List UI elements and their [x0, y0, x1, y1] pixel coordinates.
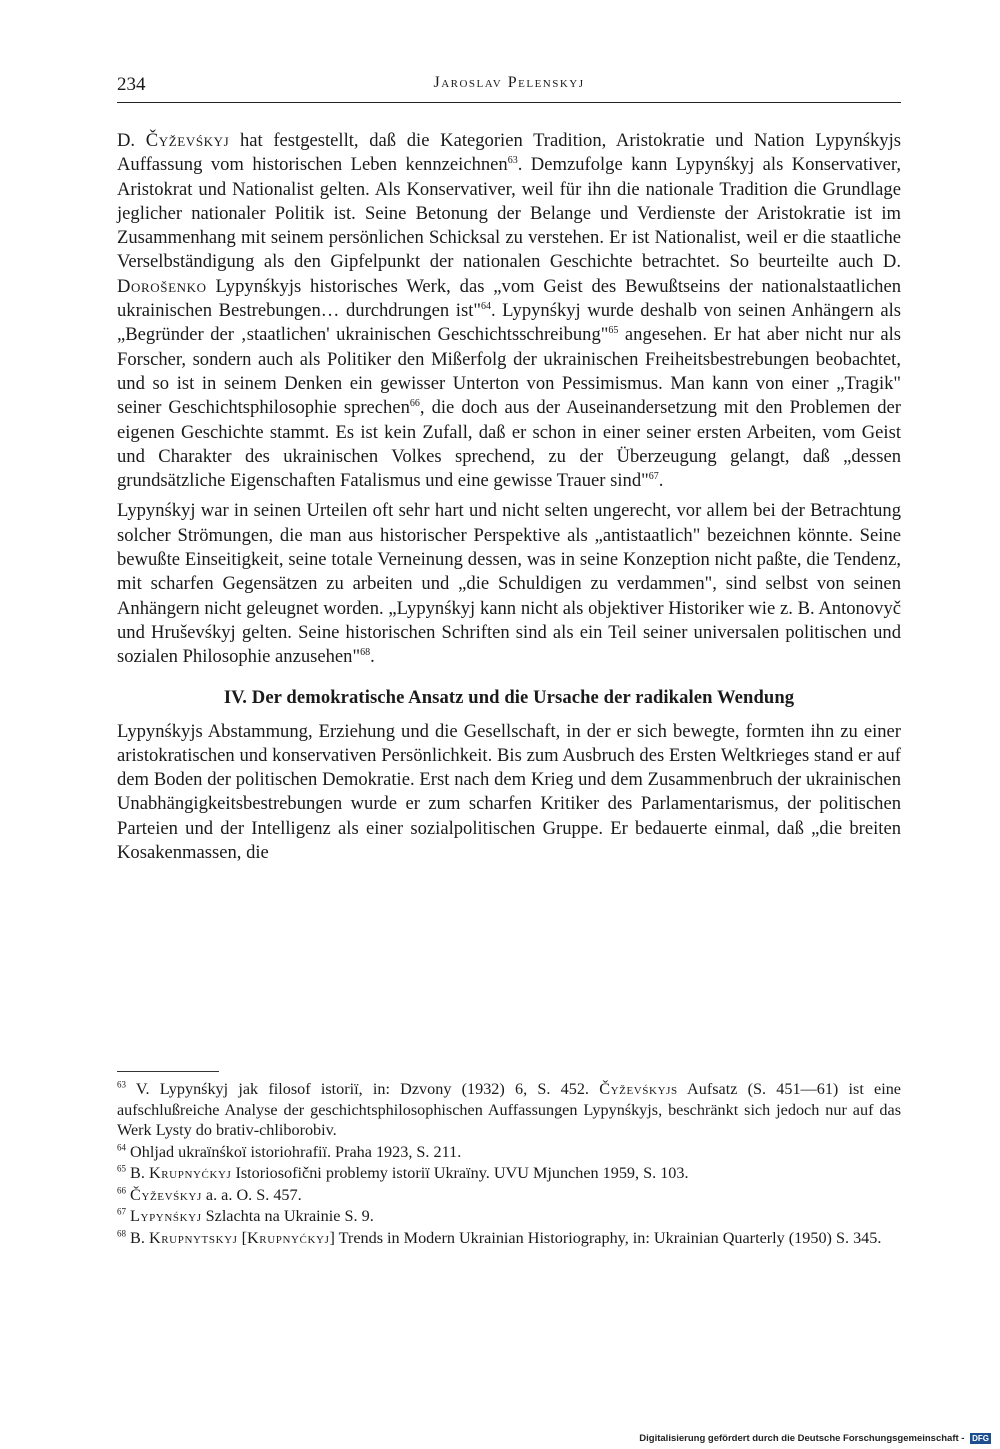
- author-name: Krupnyćkyj: [246, 1228, 330, 1247]
- text-run: hat festgestellt, daß die Kategorien Tradition, Aristokratie und Nation Lypynśkyjs Auffassung vom historischen Leben kennzeichnen: [117, 130, 901, 176]
- running-head: Jaroslav Pelenskyj: [433, 74, 585, 91]
- author-name: Dorošenko: [117, 275, 207, 297]
- footnote-marker: 66: [409, 398, 420, 410]
- text-run: ] Trends in Modern Ukrainian Historiography, in: Ukrainian Quarterly (1950) S. 345.: [329, 1228, 882, 1247]
- digitization-credit: [639, 1433, 991, 1444]
- text-run: a. a. O. S. 457.: [201, 1185, 302, 1204]
- text-run: , die doch aus der Auseinandersetzung mit den Problemen der eigenen Geschichte stammt. Es ist kein Zufall, daß er schon in einer seiner ersten Arbeiten, vom Geist und Charakter des ukrainischen Volkes sprechend, zu der Überzeugung gelangt, daß „dessen grundsätzliche Eigenschaften Fatalismus und eine gewisse Trauer sind": [117, 397, 901, 492]
- page-number: 234: [117, 74, 146, 95]
- author-name: Čyževśkyj: [130, 1185, 202, 1204]
- header-rule: [117, 102, 901, 103]
- paragraph-2: [117, 499, 901, 669]
- text-run: Ohljad ukraïnśkoï istoriohrafiï. Praha 1923, S. 211.: [126, 1142, 462, 1161]
- footnote-marker: 64: [117, 1142, 126, 1153]
- text-run: angesehen. Er hat aber nicht nur als Forscher, sondern auch als Politiker den Mißerfolg der ukrainischen Freiheitsbestrebungen beobachtet, und so ist in seinem Denken ein gewisser Unterton von Pessimismus. Man kann von einer „Tragik" seiner Geschichtsphilosophie sprechen: [117, 324, 901, 419]
- footnote-marker: 68: [360, 647, 371, 659]
- footnote-marker: 65: [608, 325, 619, 337]
- text-run: .: [370, 646, 375, 668]
- footnotes: [117, 1079, 901, 1249]
- footnote-marker: 67: [117, 1206, 126, 1217]
- footnote-68: [117, 1228, 901, 1249]
- section-heading: IV. Der demokratische Ansatz und die Ursache der radikalen Wendung: [223, 686, 795, 708]
- text-run: . Demzufolge kann Lypynśkyj als Konservativer, Aristokrat und Nationalist gelten. Als Konservativer, weil für ihn die nationale Tradition die Grundlage jeglicher nationaler Politik ist. Seine Betonung der Belange und Verdienste der Aristokratie ist im Zusammenhang mit seinem persönlichen Schicksal zu verstehen. Er ist Nationalist, weil er die staatliche Verselbständigung als den Gipfelpunkt der nationalen Geschichte betrachtet. So beurteilte auch D.: [117, 154, 901, 273]
- text-run: Lypynśkyjs historisches Werk, das „vom Geist des Bewußtseins der nationalstaatlichen ukrainischen Bestrebungen… durchdrungen ist": [117, 275, 901, 322]
- body-text: [117, 129, 901, 865]
- author-name: Lypynśkyj: [130, 1207, 202, 1225]
- footnote-marker: 67: [648, 470, 659, 482]
- footnote-63: [117, 1079, 901, 1141]
- footnote-marker: 68: [117, 1228, 126, 1239]
- text-run: Istoriosofični problemy istoriï Ukraïny. UVU Mjunchen 1959, S. 103.: [231, 1164, 689, 1182]
- footnote-marker: 63: [117, 1079, 126, 1090]
- text-run: D.: [117, 130, 146, 151]
- paragraph-3: Lypynśkyjs Abstammung, Erziehung und die Gesellschaft, in der er sich bewegte, formten ihn zu einer aristokratischen und konservativen Persönlichkeit. Bis zum Ausbruch des Ersten Weltkrieges stand er auf dem Boden der politischen Demokratie. Erst nach dem Krieg und dem Zusammenbruch der ukrainischen Unabhängigkeitsbestrebungen wurde er zum scharfen Kritiker des Parlamentarismus, der politischen Parteien und der Intelligenz als einer sozialpolitischen Gruppe. Er bedauerte einmal, daß „die breiten Kosakenmassen, die: [117, 720, 901, 864]
- text-run: . Lypynśkyj wurde deshalb von seinen Anhängern als „Begründer der ‚staatlichen' ukrainischen Geschichtsschreibung": [117, 300, 901, 346]
- dfg-logo: DFG: [972, 1434, 989, 1443]
- footnote-marker: 64: [480, 300, 491, 312]
- text-run: Szlachta na Ukrainie S. 9.: [201, 1207, 374, 1225]
- text-run: V. Lypynśkyj jak filosof istoriï, in: Dzvony (1932) 6, S. 452.: [126, 1080, 600, 1098]
- footnote-64: [117, 1142, 901, 1163]
- author-name: Čyževśkyjs: [599, 1080, 678, 1098]
- author-name: Krupnyćkyj: [148, 1164, 232, 1182]
- author-name: Krupnytskyj: [148, 1228, 238, 1247]
- text-run: [: [237, 1228, 247, 1247]
- text-run: .: [658, 470, 664, 492]
- footnote-67: [117, 1206, 901, 1227]
- footnote-marker: 63: [507, 155, 518, 167]
- text-run: Aufsatz (S. 451—61) ist eine aufschlußreiche Analyse der geschichtsphilosophischen Auffassungen Lypynśkyjs, beschränkt sich jedoch nur auf das Werk Lysty do brativ-chliborobiv.: [117, 1080, 901, 1139]
- footnote-65: [117, 1163, 901, 1184]
- text-run: Lypynśkyj war in seinen Urteilen oft sehr hart und nicht selten ungerecht, vor allem bei der Betrachtung solcher Strömungen, die man aus historischer Perspektive als „antistaatlich" bezeichnen könnte. Seine bewußte Einseitigkeit, seine totale Verneinung dessen, was in seine Konzeption nicht paßte, die Tendenz, mit scharfen Gegensätzen zu arbeiten und „die Schuldigen zu verdammen", sind selbst von seinen Anhängern nicht geleugnet worden. „Lypynśkyj kann nicht als objektiver Historiker wie z. B. Antonovyč und Hruševśkyj gelten. Seine historischen Schriften sind als ein Teil seiner universalen politischen und sozialen Philosophie anzusehen": [117, 500, 901, 668]
- credit-text: Digitalisierung gefördert durch die Deutsche Forschungsgemeinschaft -: [639, 1433, 965, 1445]
- footnote-rule: [117, 1071, 219, 1072]
- author-name: Čyževśkyj: [145, 130, 230, 151]
- footnote-marker: 66: [117, 1185, 126, 1196]
- text-run: B.: [126, 1164, 149, 1182]
- footnote-66: [117, 1185, 901, 1206]
- paragraph-1: [117, 129, 901, 493]
- page-header: [117, 74, 901, 100]
- footnote-marker: 65: [117, 1163, 126, 1174]
- text-run: B.: [126, 1228, 149, 1247]
